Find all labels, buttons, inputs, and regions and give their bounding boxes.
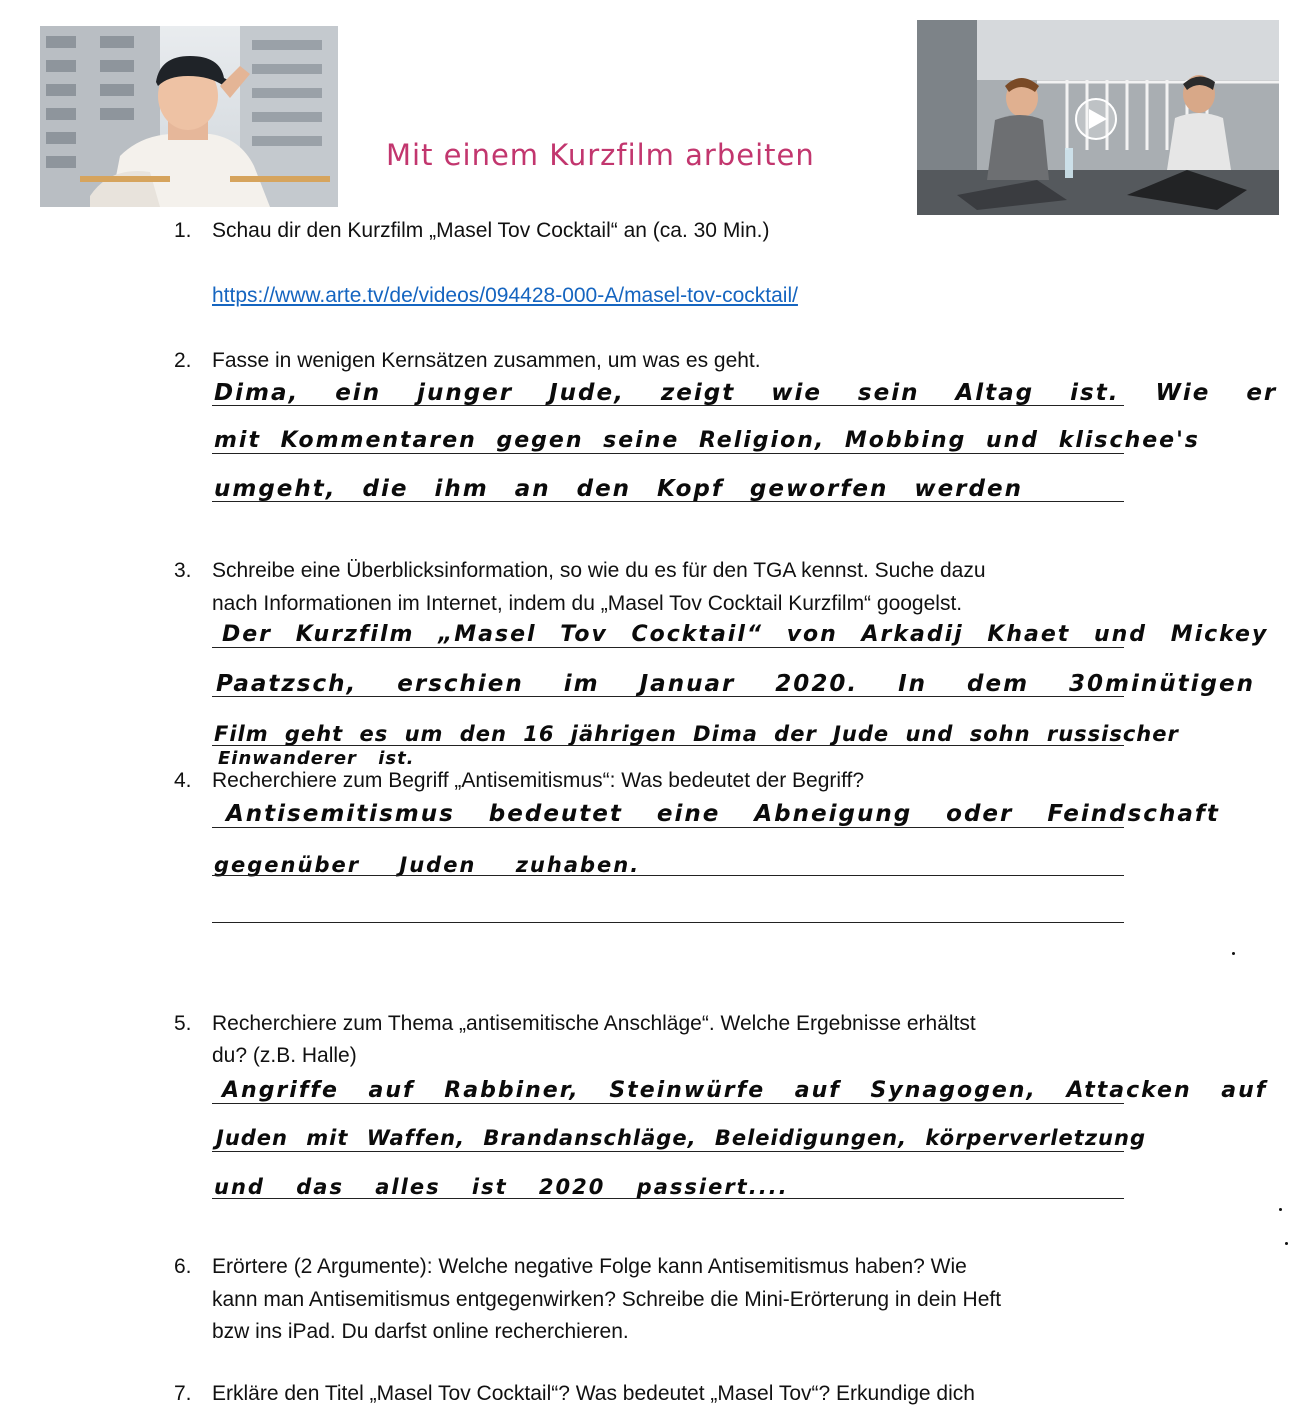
task-2-answer-line-1: Dima, ein junger Jude, zeigt wie sein Altag ist. Wie er [214,380,1278,406]
task-6-text-line-3: bzw ins iPad. Du darfst online recherchieren. [212,1320,629,1343]
task-2-answer-line-2: mit Kommentaren gegen seine Religion, Mobbing und klischee's [214,428,1200,453]
two-boys-sitting-illustration [917,20,1279,215]
task-6-text-line-2: kann man Antisemitismus entgegenwirken? Schreibe die Mini-Erörterung in dein Heft [212,1288,1002,1311]
task-7-number: 7. [174,1382,192,1405]
stray-dot [1285,1242,1288,1245]
task-3-number: 3. [174,559,192,582]
task-4-text: Recherchiere zum Begriff „Antisemitismus“: Was bedeutet der Begriff? [212,769,865,792]
task-3-answer-line-3: Film geht es um den 16 jährigen Dima der Jude und sohn russischer [214,722,1179,746]
answer-rule [212,922,1124,923]
task-3-answer-line-1: Der Kurzfilm „Masel Tov Cocktail“ von Arkadij Khaet und Mickey [222,622,1269,647]
task-2-answer-line-3: umgeht, die ihm an den Kopf geworfen werden [214,476,1023,502]
video-thumbnail[interactable] [917,20,1279,215]
task-1-number: 1. [174,219,192,242]
task-6-text-line-1: Erörtere (2 Argumente): Welche negative Folge kann Antisemitismus haben? Wie [212,1255,967,1278]
answer-rule [212,501,1124,502]
stray-dot [1279,1208,1282,1211]
task-5-answer-line-1: Angriffe auf Rabbiner, Steinwürfe auf Synagogen, Attacken auf [222,1078,1268,1103]
answer-rule [212,827,1124,828]
task-5-answer-line-2: Juden mit Waffen, Brandanschläge, Beleidigungen, körperverletzung [216,1126,1146,1150]
task-3-text-line-2: nach Informationen im Internet, indem du „Masel Tov Cocktail Kurzfilm“ googelst. [212,592,963,615]
task-3-answer-line-2: Paatzsch, erschien im Januar 2020. In dem 30minütigen [216,671,1255,697]
answer-rule [212,1103,1124,1104]
task-4-number: 4. [174,769,192,792]
task-4-answer-line-1: Antisemitismus bedeutet eine Abneigung oder Feindschaft [226,801,1220,827]
task-7-text: Erkläre den Titel „Masel Tov Cocktail“? Was bedeutet „Masel Tov“? Erkundige dich [212,1382,975,1405]
task-5-text-line-2: du? (z.B. Halle) [212,1044,357,1067]
answer-rule [212,1151,1124,1152]
task-2-number: 2. [174,349,192,372]
answer-rule [212,696,1124,697]
task-5-answer-line-3: und das alles ist 2020 passiert.... [214,1175,789,1199]
header-photo-left [40,26,338,207]
answer-rule [212,1198,1124,1199]
answer-rule [212,875,1124,876]
film-link[interactable]: https://www.arte.tv/de/videos/094428-000-A/masel-tov-cocktail/ [212,284,798,307]
answer-rule [212,453,1124,454]
task-5-text-line-1: Recherchiere zum Thema „antisemitische Anschläge“. Welche Ergebnisse erhältst [212,1012,976,1035]
task-3-text-line-1: Schreibe eine Überblicksinformation, so wie du es für den TGA kennst. Suche dazu [212,559,986,582]
task-3-answer-line-4: Einwanderer ist. [218,748,415,769]
task-5-number: 5. [174,1012,192,1035]
stray-dot [1232,952,1235,955]
play-icon[interactable] [1076,99,1116,139]
task-6-number: 6. [174,1255,192,1278]
page-title: Mit einem Kurzfilm arbeiten [386,138,815,172]
answer-rule [212,647,1124,648]
answer-rule [212,745,1124,746]
task-2-text: Fasse in wenigen Kernsätzen zusammen, um was es geht. [212,349,761,372]
answer-rule [212,405,1124,406]
task-4-answer-line-2: gegenüber Juden zuhaben. [214,853,641,877]
portrait-boy-cap-illustration [40,26,338,207]
task-1-text: Schau dir den Kurzfilm „Masel Tov Cocktail“ an (ca. 30 Min.) [212,219,770,242]
